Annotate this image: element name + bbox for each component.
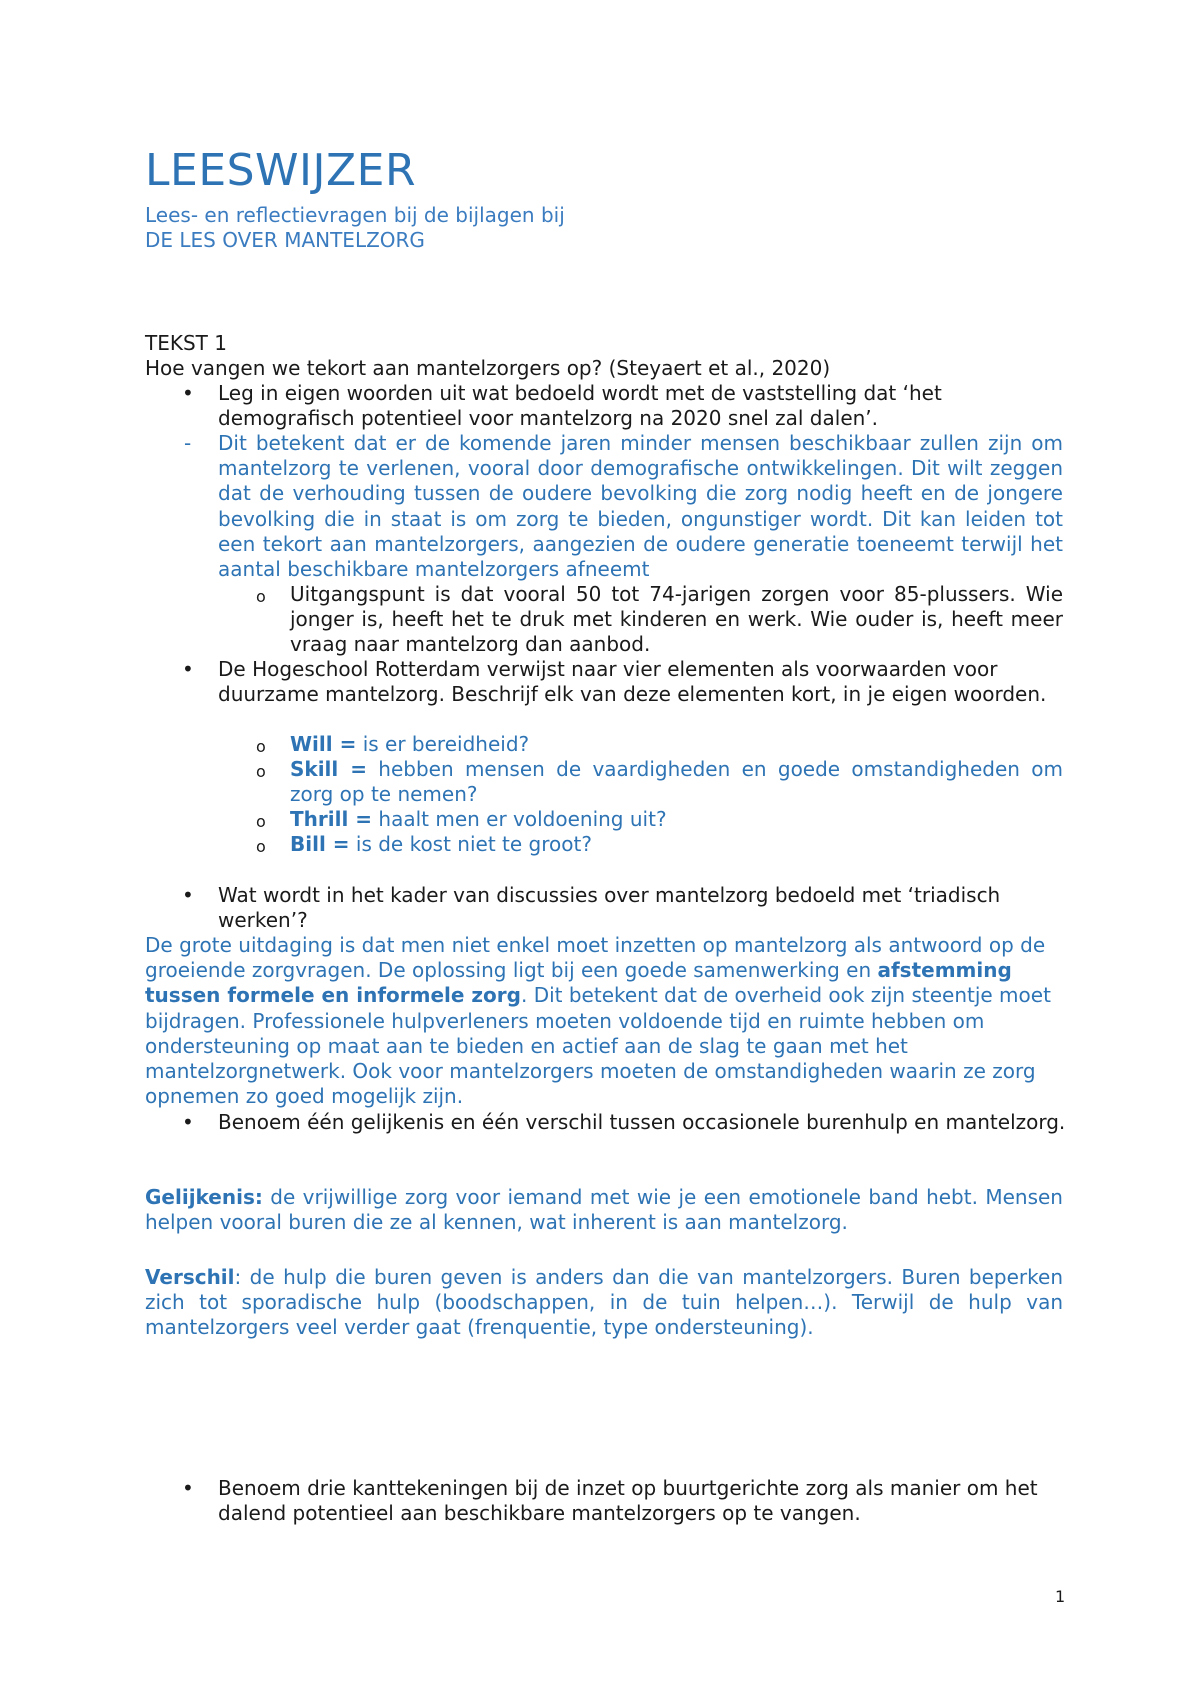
sub-bullet-marker: o [256,762,266,781]
difference-text: : de hulp die buren geven is anders dan die van mantelzorgers. Buren beperken zich tot sporadische hulp (boodschappen, in de tuin helpen…). Terwijl de hulp van mantelzorgers veel verder gaat (frenquentie, type ondersteuning). [145,1265,1063,1340]
answer-1: Dit betekent dat er de komende jaren minder mensen beschikbaar zullen zijn om mantelzorg te verlenen, vooral door demografische ontwikkelingen. Dit wilt zeggen dat de verhouding tussen de oudere bevolking die zorg nodig heeft en de jongere bevolking die in staat is om zorg te bieden, ongunstiger wordt. Dit kan leiden tot een tekort aan mantelzorgers, aangezien de oudere generatie toeneemt terwijl het aantal beschikbare mantelzorgers afneemt [218,431,1063,582]
section-source: Hoe vangen we tekort aan mantelzorgers op? (Steyaert et al., 2020) [145,356,831,380]
question-5: Benoem drie kanttekeningen bij de inzet op buurtgerichte zorg als manier om het dalend potentieel aan beschikbare mantelzorgers op te vangen. [218,1476,1038,1526]
answer-3-rest: . Dit betekent dat de overheid ook zijn steentje moet bijdragen. Professionele hulpverleners moeten voldoende tijd en ruimte hebben om ondersteuning op maat aan te bieden en actief aan de slag te gaan met het mantelzorgnetwerk. Ook voor mantelzorgers moeten de omstandigheden waarin ze zorg opnemen zo goed mogelijk zijn. [145,983,1051,1109]
answer-marker: - [184,431,192,455]
sub-bullet-marker: o [256,837,266,856]
element-term: Bill = [290,832,350,856]
sub-bullet-marker: o [256,587,266,606]
similarity-answer [145,1185,1063,1235]
sub-point-1: Uitgangspunt is dat vooral 50 tot 74-jarigen zorgen voor 85-plussers. Wie jonger is, heeft het te druk met kinderen en werk. Wie ouder is, heeft meer vraag naar mantelzorg dan aanbod. [290,582,1063,657]
bullet-marker: • [182,883,194,907]
element-desc: hebben mensen de vaardigheden en goede omstandigheden om zorg op te nemen? [290,757,1063,807]
question-1: Leg in eigen woorden uit wat bedoeld wordt met de vaststelling dat ‘het demografisch potentieel voor mantelzorg na 2020 snel zal dalen’. [218,381,942,431]
answer-3-emphasis: afstemming tussen formele en informele zorg [145,958,1012,1008]
section-label: TEKST 1 [145,331,227,355]
difference-label: Verschil [145,1265,235,1289]
document-subtitle [145,203,565,253]
bullet-marker: • [182,1476,194,1500]
bullet-marker: • [182,1110,194,1134]
question-3: Wat wordt in het kader van discussies over mantelzorg bedoeld met ‘triadisch werken’? [218,883,1001,933]
similarity-label: Gelijkenis: [145,1185,263,1209]
answer-3 [145,933,1070,1109]
element-term: Thrill = [290,807,373,831]
element-bill [290,832,1063,857]
bullet-marker: • [182,381,194,405]
element-term: Will = [290,732,357,756]
element-thrill [290,807,1063,832]
bullet-marker: • [182,657,194,681]
sub-bullet-marker: o [256,812,266,831]
element-desc: is de kost niet te groot? [349,832,592,856]
subtitle-line-2: DE LES OVER MANTELZORG [145,228,425,252]
subtitle-line-1: Lees- en reflectievragen bij de bijlagen bij [145,203,565,227]
element-desc: haalt men er voldoening uit? [372,807,667,831]
element-term: Skill = [290,757,367,781]
difference-answer [145,1265,1063,1341]
question-2: De Hogeschool Rotterdam verwijst naar vier elementen als voorwaarden voor duurzame mantelzorg. Beschrijf elk van deze elementen kort, in je eigen woorden. [218,657,1047,707]
similarity-text: de vrijwillige zorg voor iemand met wie je een emotionele band hebt. Mensen helpen vooral buren die ze al kennen, wat inherent is aan mantelzorg. [145,1185,1063,1235]
answer-3-intro: De grote uitdaging is dat men niet enkel moet inzetten op mantelzorg als antwoord op de groeiende zorgvragen. De oplossing ligt bij een goede samenwerking en [145,933,1046,983]
question-4: Benoem één gelijkenis en één verschil tussen occasionele burenhulp en mantelzorg. [218,1110,1066,1134]
element-skill [290,757,1063,807]
page-number: 1 [1055,1587,1066,1606]
sub-bullet-marker: o [256,737,266,756]
element-desc: is er bereidheid? [356,732,530,756]
document-title: LEESWIJZER [145,145,417,196]
element-will [290,732,1063,757]
